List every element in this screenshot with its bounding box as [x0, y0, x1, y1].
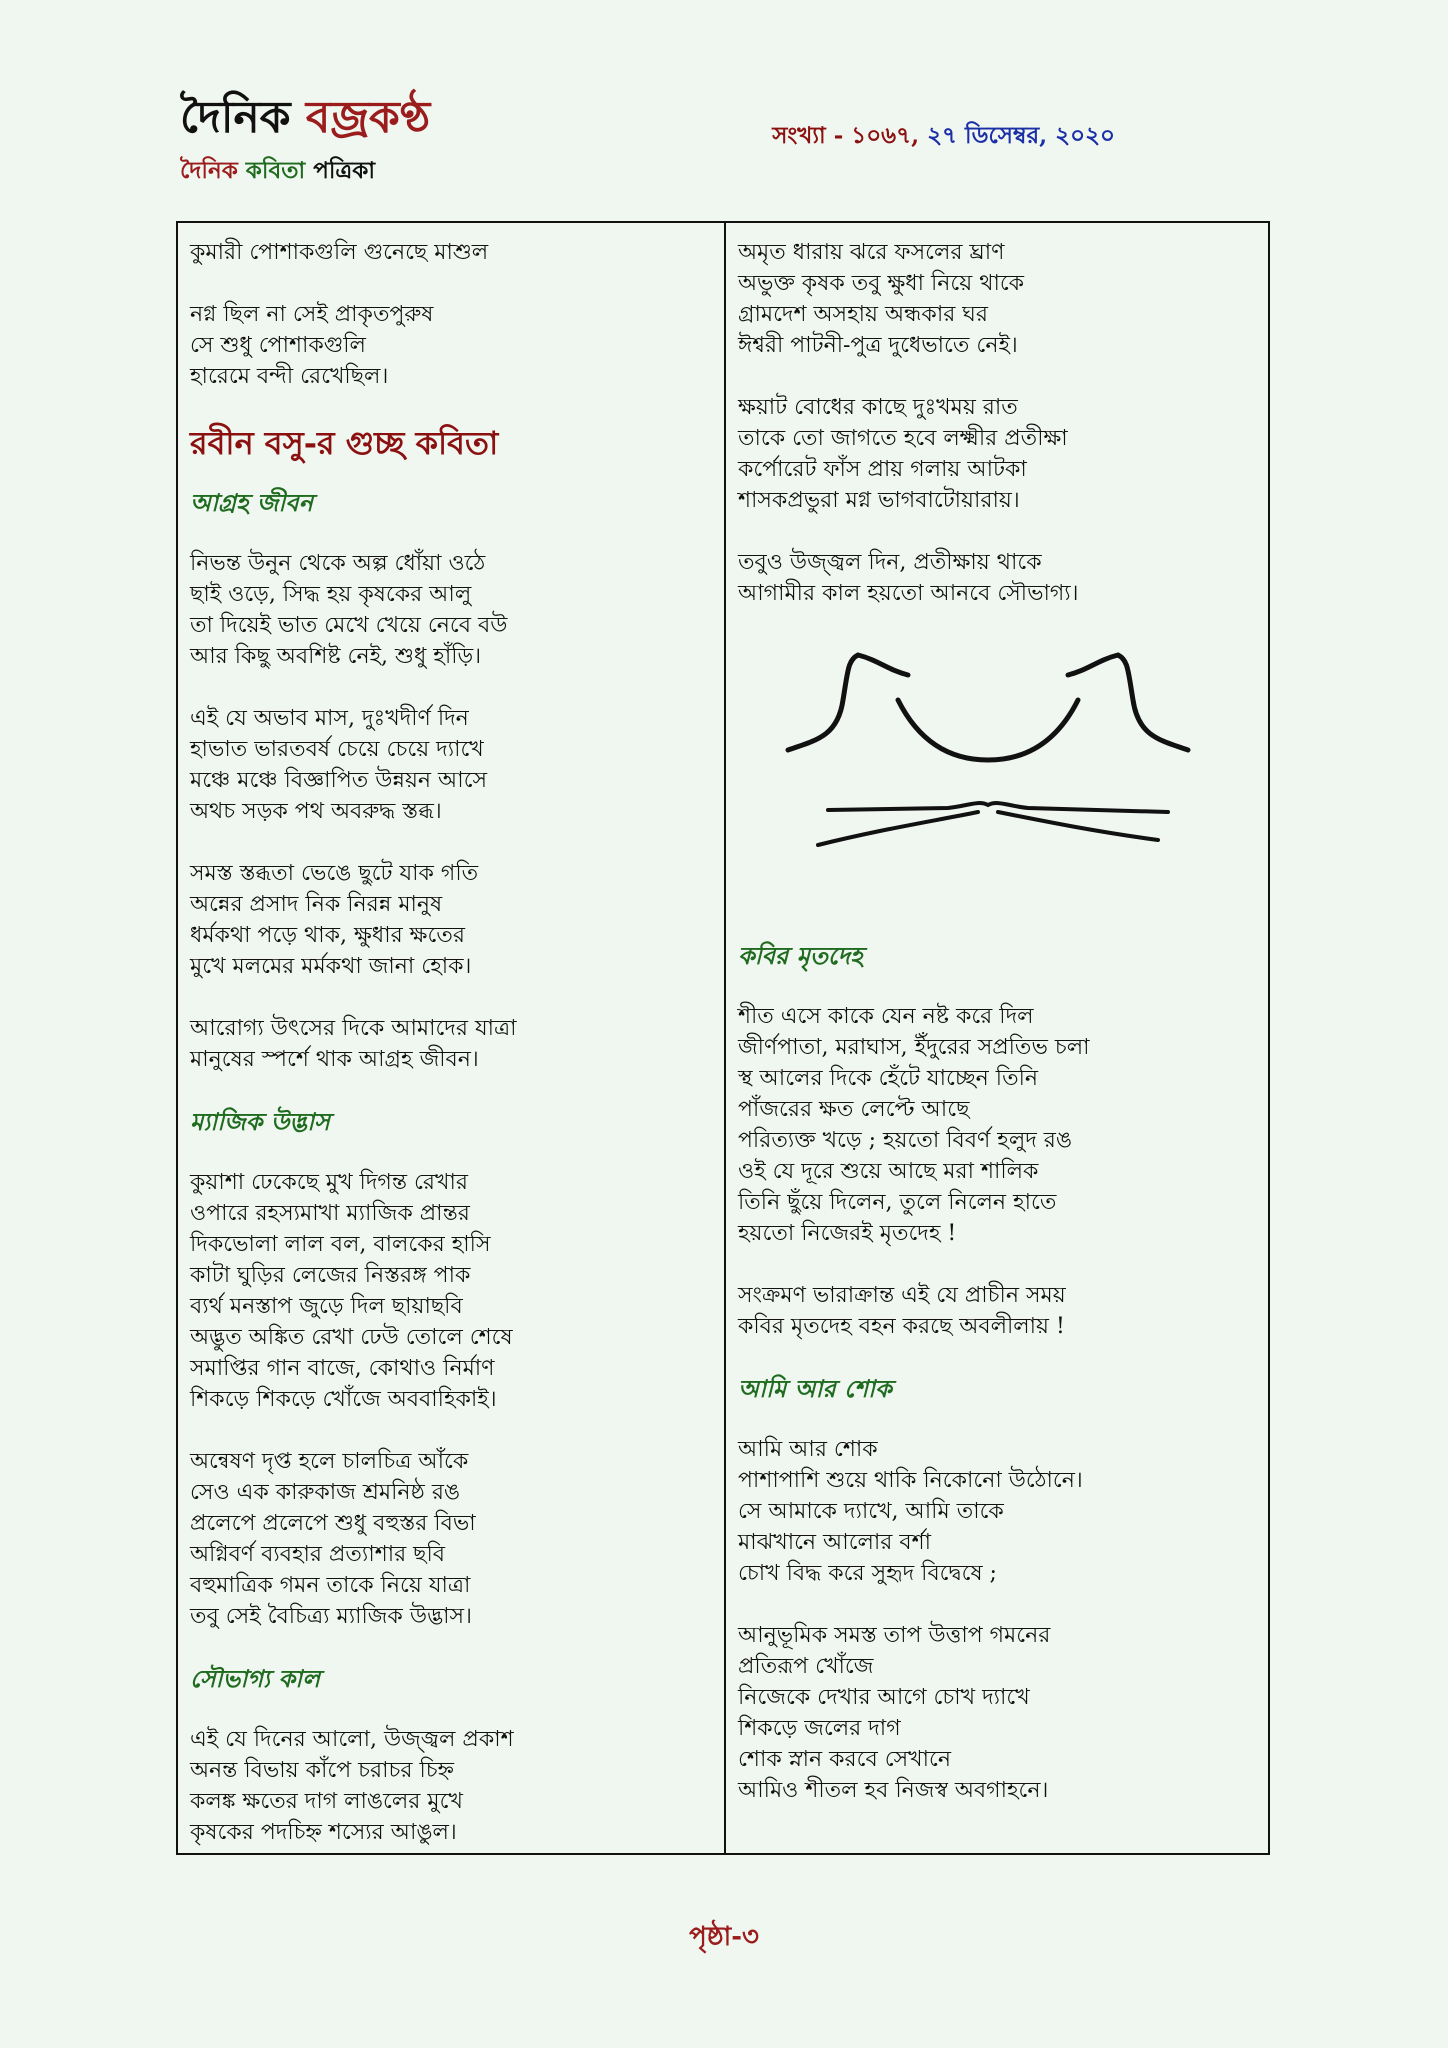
poem-line: সে আমাকে দ্যাখে, আমি তাকে [738, 1499, 1004, 1524]
left-column [190, 237, 710, 1879]
title-part-2: বজ্রকণ্ঠ [305, 92, 431, 143]
stanza [190, 299, 710, 392]
poem-line: কবির মৃতদেহ বহন করছে অবলীলায় ! [738, 1314, 1065, 1339]
stanza [738, 237, 1258, 361]
poem-line: শীত এসে কাকে যেন নষ্ট করে দিল [738, 1004, 1034, 1029]
poem-line: ওপারে রহস্যমাখা ম্যাজিক প্রান্তর [190, 1201, 470, 1226]
stanza [190, 237, 710, 268]
issue-info [772, 117, 1115, 156]
poem-line: মানুষের স্পর্শে থাক আগ্রহ জীবন। [190, 1047, 479, 1072]
poem-line: ঈশ্বরী পাটনী-পুত্র দুধেভাতে নেই। [738, 333, 1018, 358]
page-number: পৃষ্ঠা-৩ [689, 1922, 759, 1952]
title-part-1: দৈনিক [180, 92, 306, 143]
poem-line: অমৃত ধারায় ঝরে ফসলের ঘ্রাণ [738, 240, 1005, 265]
poem-title: আমি আর শোক [738, 1374, 892, 1403]
column-divider [724, 223, 726, 1853]
poem-line: এই যে অভাব মাস, দুঃখদীর্ণ দিন [190, 706, 469, 731]
poem-line: অনন্ত বিভায় কাঁপে চরাচর চিহ্ন [190, 1758, 454, 1783]
poem-line: কলঙ্ক ক্ষতের দাগ লাঙলের মুখে [190, 1789, 463, 1814]
poem-line: সংক্রমণ ভারাক্রান্ত এই যে প্রাচীন সময় [738, 1283, 1066, 1308]
poem-line: প্রলেপে প্রলেপে শুধু বহুস্তর বিভা [190, 1511, 476, 1536]
poem-line: তবুও উজ্জ্বল দিন, প্রতীক্ষায় থাকে [738, 550, 1042, 575]
poem-line: অদ্ভুত অঙ্কিত রেখা ঢেউ তোলে শেষে [190, 1325, 513, 1350]
poem-line: এই যে দিনের আলো, উজ্জ্বল প্রকাশ [190, 1727, 514, 1752]
poem-line: মাঝখানে আলোর বর্শা [738, 1530, 932, 1555]
stanza [190, 1724, 710, 1848]
stanza [190, 858, 710, 982]
poem-line: কৃষকের পদচিহ্ন শস্যের আঙুল। [190, 1820, 457, 1845]
poem-line: পাঁজরের ক্ষত লেপ্টে আছে [738, 1097, 970, 1122]
subtitle-part-1: দৈনিক [180, 157, 246, 184]
stanza [190, 703, 710, 827]
poem-line: তাকে তো জাগতে হবে লক্ষ্মীর প্রতীক্ষা [738, 426, 1068, 451]
stanza [738, 1620, 1258, 1806]
poem-line: জীর্ণপাতা, মরাঘাস, ইঁদুরের সপ্রতিভ চলা [738, 1035, 1090, 1060]
poem-line: অভুক্ত কৃষক তবু ক্ষুধা নিয়ে থাকে [738, 271, 1025, 296]
poem-line: সমস্ত স্তব্ধতা ভেঙে ছুটে যাক গতি [190, 861, 479, 886]
poem-line: নগ্ন ছিল না সেই প্রাকৃতপুরুষ [190, 302, 434, 327]
stanza [738, 1434, 1258, 1589]
stanza [738, 547, 1258, 609]
poem-line: মুখে মলমের মর্মকথা জানা হোক। [190, 954, 472, 979]
poem-line: অন্নের প্রসাদ নিক নিরন্ন মানুষ [190, 892, 443, 917]
poem-title: ম্যাজিক উদ্ভাস [190, 1107, 330, 1136]
poem-title: কবির মৃতদেহ [738, 941, 863, 970]
stanza [190, 548, 710, 672]
poem-line: সে শুধু পোশাকগুলি [190, 333, 366, 358]
content-box [176, 221, 1270, 1855]
poem-line: অথচ সড়ক পথ অবরুদ্ধ স্তব্ধ। [190, 799, 442, 824]
poem-line: শিকড়ে জলের দাগ [738, 1716, 901, 1741]
poem-line: হারেমে বন্দী রেখেছিল। [190, 364, 389, 389]
poem-line: তিনি ছুঁয়ে দিলেন, তুলে নিলেন হাতে [738, 1190, 1057, 1215]
poem-title: সৌভাগ্য কাল [190, 1664, 320, 1693]
poem-line: সমাপ্তির গান বাজে, কোথাও নির্মাণ [190, 1356, 495, 1381]
poem-line: নিভন্ত উনুন থেকে অল্প ধোঁয়া ওঠে [190, 551, 486, 576]
poem-line: তবু সেই বৈচিত্র্য ম্যাজিক উদ্ভাস। [190, 1604, 472, 1629]
poem-line: কুমারী পোশাকগুলি গুনেছে মাশুল [190, 240, 489, 265]
poem-line: আরোগ্য উৎসের দিকে আমাদের যাত্রা [190, 1016, 517, 1041]
issue-year: ২০২০ [1055, 122, 1115, 149]
poem-line: নিজেকে দেখার আগে চোখ দ্যাখে [738, 1685, 1030, 1710]
poem-line: ক্ষয়াট বোধের কাছে দুঃখময় রাত [738, 395, 1018, 420]
poem-line: হয়তো নিজেরই মৃতদেহ ! [738, 1221, 957, 1246]
poem-line: কাটা ঘুড়ির লেজের নিস্তরঙ্গ পাক [190, 1263, 471, 1288]
poem-line: অগ্নিবর্ণ ব্যবহার প্রত্যাশার ছবি [190, 1542, 446, 1567]
subtitle-part-3: পত্রিকা [313, 157, 376, 184]
poem-line: পরিত্যক্ত খড়ে ; হয়তো বিবর্ণ হলুদ রঙ [738, 1128, 1073, 1153]
stanza [738, 1280, 1258, 1342]
poem-line: ছাই ওড়ে, সিদ্ধ হয় কৃষকের আলু [190, 582, 472, 607]
poem-line: কুয়াশা ঢেকেছে মুখ দিগন্ত রেখার [190, 1170, 468, 1195]
poem-line: প্রতিরূপ খোঁজে [738, 1654, 874, 1679]
poem-line: দিকভোলা লাল বল, বালকের হাসি [190, 1232, 491, 1257]
poem-line: গ্রামদেশ অসহায় অন্ধকার ঘর [738, 302, 988, 327]
section-heading: রবীন বসু-র গুচ্ছ কবিতা [190, 424, 499, 462]
poem-line: বহুমাত্রিক গমন তাকে নিয়ে যাত্রা [190, 1573, 471, 1598]
poem-line: আমি আর শোক [738, 1437, 878, 1462]
issue-number: সংখ্যা - ১০৬৭, [772, 122, 928, 149]
poem-line: অন্বেষণ দৃপ্ত হলে চালচিত্র আঁকে [190, 1449, 469, 1474]
poem-line: আমিও শীতল হব নিজস্ব অবগাহনে। [738, 1778, 1049, 1803]
poem-line: মঞ্চে মঞ্চে বিজ্ঞাপিত উন্নয়ন আসে [190, 768, 488, 793]
newspaper-title [180, 92, 430, 144]
poem-line: স্থ আলের দিকে হেঁটে যাচ্ছেন তিনি [738, 1066, 1038, 1091]
issue-date: ২৭ ডিসেম্বর, [927, 122, 1056, 149]
poem-line: শাসকপ্রভুরা মগ্ন ভাগবাটোয়ারায়। [738, 488, 1020, 513]
stanza [738, 392, 1258, 516]
poem-line: চোখ বিদ্ধ করে সুহৃদ বিদ্বেষে ; [738, 1561, 997, 1586]
poem-line: ওই যে দূরে শুয়ে আছে মরা শালিক [738, 1159, 1039, 1184]
poem-title: আগ্রহ জীবন [190, 488, 313, 517]
poem-line: শিকড়ে শিকড়ে খোঁজে অববাহিকাই। [190, 1387, 497, 1412]
poem-line: ব্যর্থ মনস্তাপ জুড়ে দিল ছায়াছবি [190, 1294, 463, 1319]
right-column [738, 237, 1258, 1837]
subtitle-part-2: কবিতা [245, 157, 314, 184]
stanza [190, 1446, 710, 1632]
poem-line: হাভাত ভারতবর্ষ চেয়ে চেয়ে দ্যাখে [190, 737, 484, 762]
poem-line: শোক স্নান করবে সেখানে [738, 1747, 951, 1772]
poem-line: পাশাপাশি শুয়ে থাকি নিকোনো উঠোনে। [738, 1468, 1083, 1493]
poem-line: সেও এক কারুকাজ শ্রমনিষ্ঠ রঙ [190, 1480, 461, 1505]
poem-line: ধর্মকথা পড়ে থাক, ক্ষুধার ক্ষতের [190, 923, 465, 948]
masthead [180, 92, 430, 191]
stanza [190, 1013, 710, 1075]
poem-line: কর্পোরেট ফাঁস প্রায় গলায় আটকা [738, 457, 1027, 482]
poem-line: তা দিয়েই ভাত মেখে খেয়ে নেবে বউ [190, 613, 508, 638]
line-sketch-illustration [778, 640, 1198, 880]
poem-line: আর কিছু অবশিষ্ট নেই, শুধু হাঁড়ি। [190, 644, 482, 669]
stanza [190, 1167, 710, 1415]
poem-line: আনুভূমিক সমস্ত তাপ উত্তাপ গমনের [738, 1623, 1051, 1648]
stanza [738, 1001, 1258, 1249]
poem-line: আগামীর কাল হয়তো আনবে সৌভাগ্য। [738, 581, 1079, 606]
newspaper-subtitle [180, 152, 430, 191]
